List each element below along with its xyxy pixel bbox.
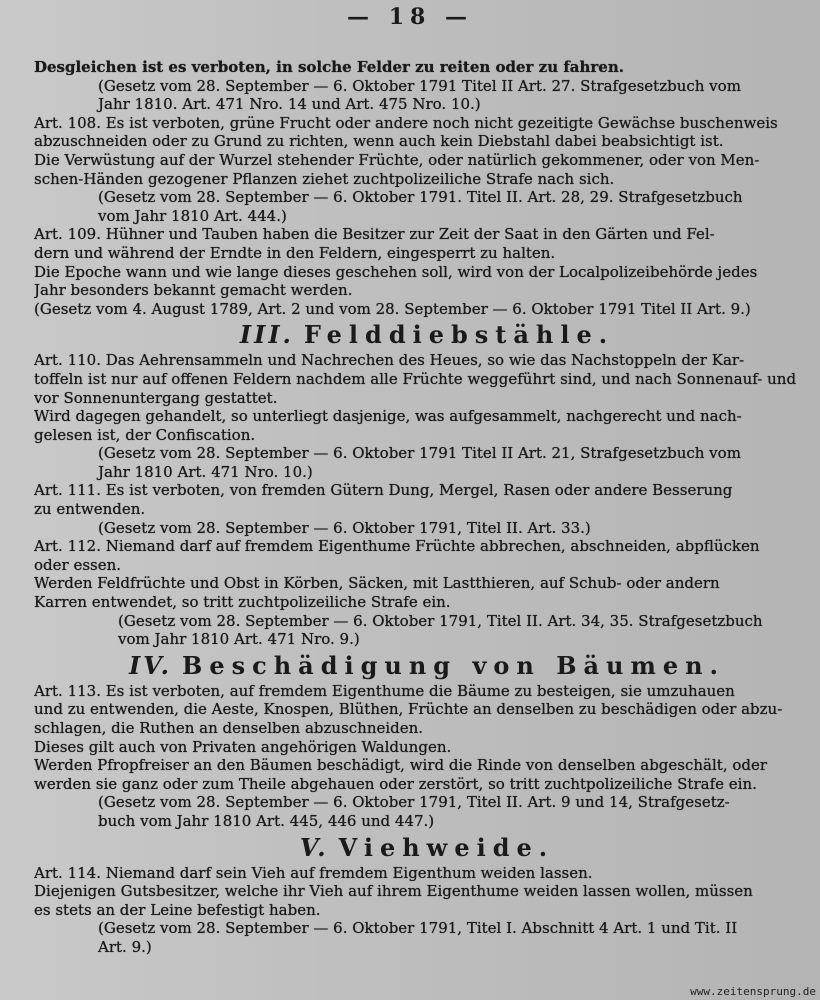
text-line: (Gesetz vom 28. September — 6. Oktober 1791 Titel II Art. 27. Strafgesetzbuch vom — [98, 76, 741, 95]
text-line: Werden Pfropfreiser an den Bäumen beschädigt, wird die Rinde von denselben abgeschält, oder — [34, 756, 768, 775]
text-line: Art. 110. Das Aehrensammeln und Nachrechen des Heues, so wie das Nachstoppeln der Kar- — [34, 351, 745, 370]
text-line: Dieses gilt auch von Privaten angehörigen Waldungen. — [34, 737, 452, 756]
section-heading — [34, 319, 820, 351]
section-title: Felddiebstähle. — [303, 320, 615, 350]
page-number: — 18 — — [347, 4, 473, 30]
section-heading — [34, 832, 820, 864]
text-line: (Gesetz vom 28. September — 6. Oktober 1791, Titel I. Abschnitt 4 Art. 1 und Tit. II — [98, 919, 738, 938]
text-line: Desgleichen ist es verboten, in solche Felder zu reiten oder zu fahren. — [34, 58, 624, 76]
website-footer: www.zeitensprung.de — [690, 985, 816, 998]
text-line: Diejenigen Gutsbesitzer, welche ihr Vieh auf ihrem Eigenthume weiden lassen wollen, müssen — [34, 882, 753, 901]
section-title: Beschädigung von Bäumen. — [182, 650, 725, 680]
text-line: Wird dagegen gehandelt, so unterliegt dasjenige, was aufgesammelt, nachgerecht und nach- — [34, 407, 742, 426]
text-line: (Gesetz vom 28. September — 6. Oktober 1791, Titel II. Art. 34, 35. Strafgesetzbuch — [118, 611, 763, 630]
text-line: Die Verwüstung auf der Wurzel stehender Früchte, oder natürlich gekommener, oder von Men- — [34, 150, 760, 169]
text-line: schen-Händen gezogener Pflanzen ziehet zuchtpolizeiliche Strafe nach sich. — [34, 169, 615, 188]
text-line: zu entwenden. — [34, 500, 146, 519]
text-line: Art. 108. Es ist verboten, grüne Frucht oder andere noch nicht gezeitigte Gewächse buschenweis — [34, 113, 778, 132]
section-number: IV. — [129, 650, 173, 680]
text-line: Jahr besonders bekannt gemacht werden. — [34, 281, 353, 300]
text-line: Art. 109. Hühner und Tauben haben die Besitzer zur Zeit der Saat in den Gärten und Fel- — [34, 225, 715, 244]
text-line: (Gesetz vom 28. September — 6. Oktober 1791, Titel II. Art. 33.) — [98, 518, 591, 537]
text-line: toffeln ist nur auf offenen Feldern nachdem alle Früchte weggeführt sind, und nach Sonnenauf- und — [34, 369, 797, 388]
text-line: vor Sonnenuntergang gestattet. — [34, 388, 278, 407]
document-body — [34, 58, 820, 957]
text-line: Werden Feldfrüchte und Obst in Körben, Säcken, mit Lastthieren, auf Schub- oder andern — [34, 574, 720, 593]
text-line: Art. 112. Niemand darf auf fremdem Eigenthume Früchte abbrechen, abschneiden, abpflücken — [34, 537, 760, 556]
text-line: Art. 9.) — [98, 937, 152, 956]
text-line: vom Jahr 1810 Art. 444.) — [98, 206, 287, 225]
text-line: (Gesetz vom 4. August 1789, Art. 2 und vom 28. September — 6. Oktober 1791 Titel II Art. 9.) — [34, 299, 751, 318]
section-number: III. — [239, 320, 294, 350]
text-line: (Gesetz vom 28. September — 6. Oktober 1791. Titel II. Art. 28, 29. Strafgesetzbuch — [98, 188, 743, 207]
text-line: werden sie ganz oder zum Theile abgehauen oder zerstört, so tritt zuchtpolizeiliche Strafe ein. — [34, 774, 757, 793]
text-line: und zu entwenden, die Aeste, Knospen, Blüthen, Früchte an denselben zu beschädigen oder abzu- — [34, 700, 783, 719]
text-line: es stets an der Leine befestigt haben. — [34, 900, 321, 919]
section-title: Viehweide. — [338, 832, 555, 862]
text-line: Art. 114. Niemand darf sein Vieh auf fremdem Eigenthum weiden lassen. — [34, 863, 593, 882]
text-line: gelesen ist, der Confiscation. — [34, 425, 256, 444]
text-line: oder essen. — [34, 555, 122, 574]
text-line: Jahr 1810 Art. 471 Nro. 10.) — [98, 462, 313, 481]
text-line: Art. 113. Es ist verboten, auf fremdem Eigenthume die Bäume zu besteigen, sie umzuhauen — [34, 681, 735, 700]
text-line: vom Jahr 1810 Art. 471 Nro. 9.) — [118, 630, 360, 649]
section-heading — [34, 650, 820, 682]
text-line: Art. 111. Es ist verboten, von fremden Gütern Dung, Mergel, Rasen oder andere Besserung — [34, 481, 733, 500]
text-line: (Gesetz vom 28. September — 6. Oktober 1791, Titel II. Art. 9 und 14, Strafgesetz- — [98, 793, 730, 812]
text-line: schlagen, die Ruthen an denselben abzuschneiden. — [34, 719, 424, 737]
text-line: Karren entwendet, so tritt zuchtpolizeiliche Strafe ein. — [34, 593, 451, 612]
text-line: Jahr 1810. Art. 471 Nro. 14 und Art. 475 Nro. 10.) — [98, 95, 481, 114]
text-line: abzuschneiden oder zu Grund zu richten, wenn auch kein Diebstahl dabei beabsichtigt ist. — [34, 132, 724, 151]
text-line: (Gesetz vom 28. September — 6. Oktober 1791 Titel II Art. 21, Strafgesetzbuch vom — [98, 444, 741, 463]
text-line: Die Epoche wann und wie lange dieses geschehen soll, wird von der Localpolizeibehörde jedes — [34, 262, 758, 281]
text-line: dern und während der Erndte in den Feldern, eingesperrt zu halten. — [34, 243, 556, 262]
text-line: buch vom Jahr 1810 Art. 445, 446 und 447.) — [98, 811, 435, 830]
section-number: V. — [299, 832, 329, 862]
